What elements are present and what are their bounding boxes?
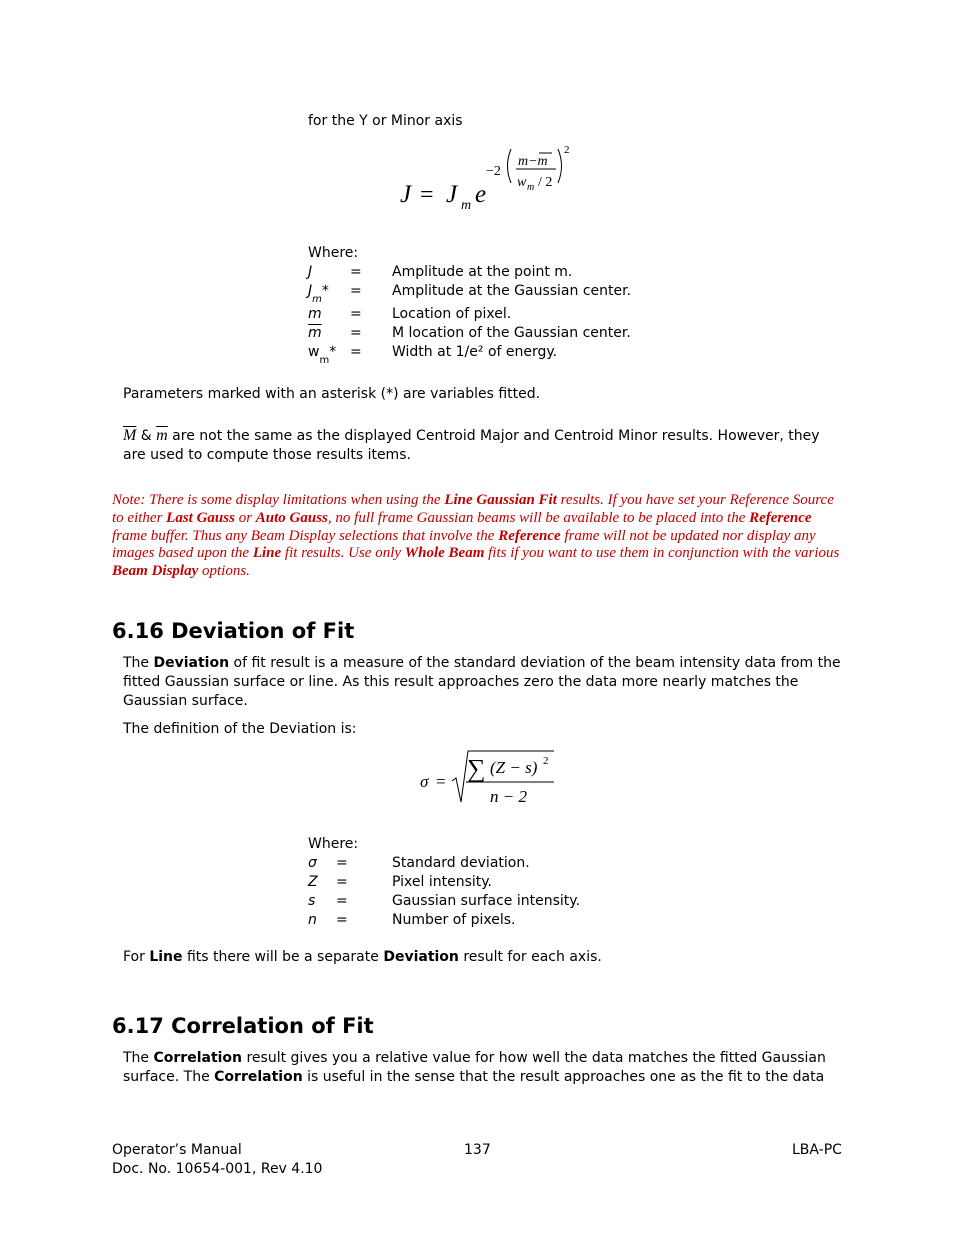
note-emphasis: Last Gauss [166, 509, 235, 526]
where-row-symbol: J [308, 264, 313, 280]
correlation-description [123, 1049, 843, 1087]
formula2-sum: ∑ [467, 754, 486, 783]
where-row-symbol: n [308, 912, 317, 928]
params-note: Parameters marked with an asterisk (*) are variables fitted. [123, 386, 541, 402]
formula2-den: n − 2 [490, 787, 527, 806]
where-row-desc: Number of pixels. [392, 912, 516, 928]
where-row-j [308, 263, 828, 282]
note-text: frame will not be updated nor display any images based upon the [112, 527, 816, 562]
deviation-formula [414, 745, 564, 807]
para-text: is useful in the sense that the result approaches one as the fit to the data [302, 1069, 825, 1085]
formula1-power: 2 [564, 144, 570, 156]
para-text: For [123, 949, 150, 965]
para-bold: Correlation [153, 1050, 243, 1066]
note-text: or [234, 509, 256, 526]
where-row-desc: M location of the Gaussian center. [392, 325, 631, 341]
where-row-desc: Width at 1/e² of energy. [392, 344, 558, 360]
section-heading-6-17: 6.17 Correlation of Fit [112, 1014, 374, 1038]
where-label-1: Where: [308, 245, 359, 261]
note-emphasis: Whole Beam [404, 545, 485, 562]
note-emphasis: Line Gaussian Fit [444, 492, 557, 508]
para-text: result gives you a relative value for how well the data matches the fitted Gaussian surface. The [123, 1050, 826, 1085]
formula1-amp: J [446, 181, 458, 208]
para-bold: Deviation [383, 949, 459, 965]
symbol-letter: w [308, 344, 320, 360]
formula1-exp-coef: −2 [486, 164, 501, 179]
formula1-base: e [475, 181, 487, 208]
formula1-lhs: J [400, 181, 412, 208]
formula1-den-rest: / 2 [538, 175, 553, 190]
note-text: results. If you have set your Reference Source to either [112, 492, 834, 526]
symbol-asterisk: * [321, 283, 329, 299]
para-text: The [123, 1050, 154, 1066]
footer-page-number: 137 [464, 1142, 491, 1158]
where-row-s [308, 892, 828, 911]
formula1-left-paren [508, 149, 512, 183]
symbol-asterisk: * [329, 344, 337, 360]
where-row-wm [308, 343, 828, 366]
where-label-2: Where: [308, 836, 359, 852]
footer-doc-number: Doc. No. 10654-001, Rev 4.10 [112, 1161, 323, 1177]
where-row-symbol: m [308, 306, 322, 322]
display-limitation-note [112, 492, 842, 581]
formula1-amp-sub: m [461, 198, 472, 213]
mm-text-line2: are used to compute those results items. [123, 447, 411, 463]
footer-product: LBA-PC [792, 1142, 842, 1158]
note-text: , no full frame Gaussian beams will be available to be placed into the [327, 509, 750, 526]
para-text: fits there will be a separate [182, 949, 384, 965]
note-text: fit results. Use only [281, 545, 405, 562]
note-text: frame buffer. Thus any Beam Display selections that involve the [112, 527, 499, 544]
where-row-symbol [308, 343, 336, 367]
where-row-eq: = [336, 874, 348, 890]
note-text: options. [198, 563, 250, 580]
where-row-desc: Amplitude at the Gaussian center. [392, 283, 632, 299]
symbol-subscript: m [319, 354, 330, 366]
mm-ampersand: & [140, 428, 152, 444]
where-row-eq: = [350, 306, 362, 322]
gaussian-amplitude-formula [396, 140, 586, 216]
where-row-eq: = [350, 264, 362, 280]
note-text: fits if you want to use them in conjunction with the various [484, 545, 840, 562]
note-emphasis: Auto Gauss [255, 509, 328, 526]
where-row-eq: = [350, 325, 362, 341]
where-row-eq: = [350, 283, 362, 299]
para-bold: Line [149, 949, 183, 965]
where-row-eq: = [336, 855, 348, 871]
formula2-num: (Z − s) [490, 758, 538, 777]
mm-symbol-major: $\overline{M}$ [123, 427, 137, 444]
para-text: The [123, 655, 154, 671]
formula2-power: 2 [543, 755, 549, 767]
where-row-desc: Pixel intensity. [392, 874, 492, 890]
where-row-eq: = [336, 893, 348, 909]
where-row-sigma [308, 854, 828, 873]
section-heading-6-16: 6.16 Deviation of Fit [112, 619, 355, 643]
para-bold: Correlation [214, 1069, 303, 1085]
note-emphasis: Beam Display [112, 563, 199, 580]
where-row-eq: = [336, 912, 348, 928]
note-emphasis: Reference [749, 509, 812, 526]
where-row-symbol: $\overline{m}$ [308, 325, 322, 341]
where-row-symbol: σ [308, 855, 317, 871]
where-row-eq: = [350, 344, 362, 360]
deviation-description [123, 654, 843, 711]
formula1-den-sub: m [527, 182, 535, 193]
para-bold: Deviation [153, 655, 230, 671]
where-row-symbol: s [308, 893, 316, 909]
note-emphasis: Reference [498, 527, 561, 544]
para-text: of fit result is a measure of the standard deviation of the beam intensity data from the fitted Gaussian surface or line. As this result approaches zero the data more nearly matches the Gaussian surface. [123, 655, 841, 709]
where-row-desc: Amplitude at the point m. [392, 264, 573, 280]
line-fit-note [123, 948, 843, 967]
formula2-sigma: σ [420, 772, 429, 791]
formula1-num: m−m [518, 154, 548, 169]
where-row-m-bar [308, 324, 828, 343]
symbol-subscript: m [312, 293, 322, 305]
where-row-m [308, 305, 828, 324]
where-row-jm [308, 282, 828, 305]
mm-paragraph [123, 426, 843, 465]
formula1-den-w: w [517, 175, 527, 190]
symbol-letter: J [308, 283, 313, 299]
where-row-symbol: Z [308, 874, 318, 890]
note-text: Note: There is some display limitations when using the [112, 492, 445, 508]
para-text: result for each axis. [458, 949, 602, 965]
where-row-n [308, 911, 828, 930]
where-row-desc: Gaussian surface intensity. [392, 893, 581, 909]
formula1-right-paren [558, 149, 562, 183]
where-row-z [308, 873, 828, 892]
where-row-symbol [308, 282, 329, 306]
where-row-desc: Standard deviation. [392, 855, 530, 871]
deviation-definition-intro: The definition of the Deviation is: [123, 721, 357, 737]
note-emphasis: Line [252, 545, 282, 562]
footer-manual-title: Operator’s Manual [112, 1142, 242, 1158]
where-row-desc: Location of pixel. [392, 306, 512, 322]
mm-symbol-minor: $\overline{m}$ [156, 427, 168, 444]
formula1-eq: = [420, 182, 434, 208]
formula2-eq: = [436, 772, 446, 791]
mm-text-line1: are not the same as the displayed Centroid Major and Centroid Minor results. However, they [172, 428, 820, 444]
intro-line: for the Y or Minor axis [308, 113, 463, 129]
